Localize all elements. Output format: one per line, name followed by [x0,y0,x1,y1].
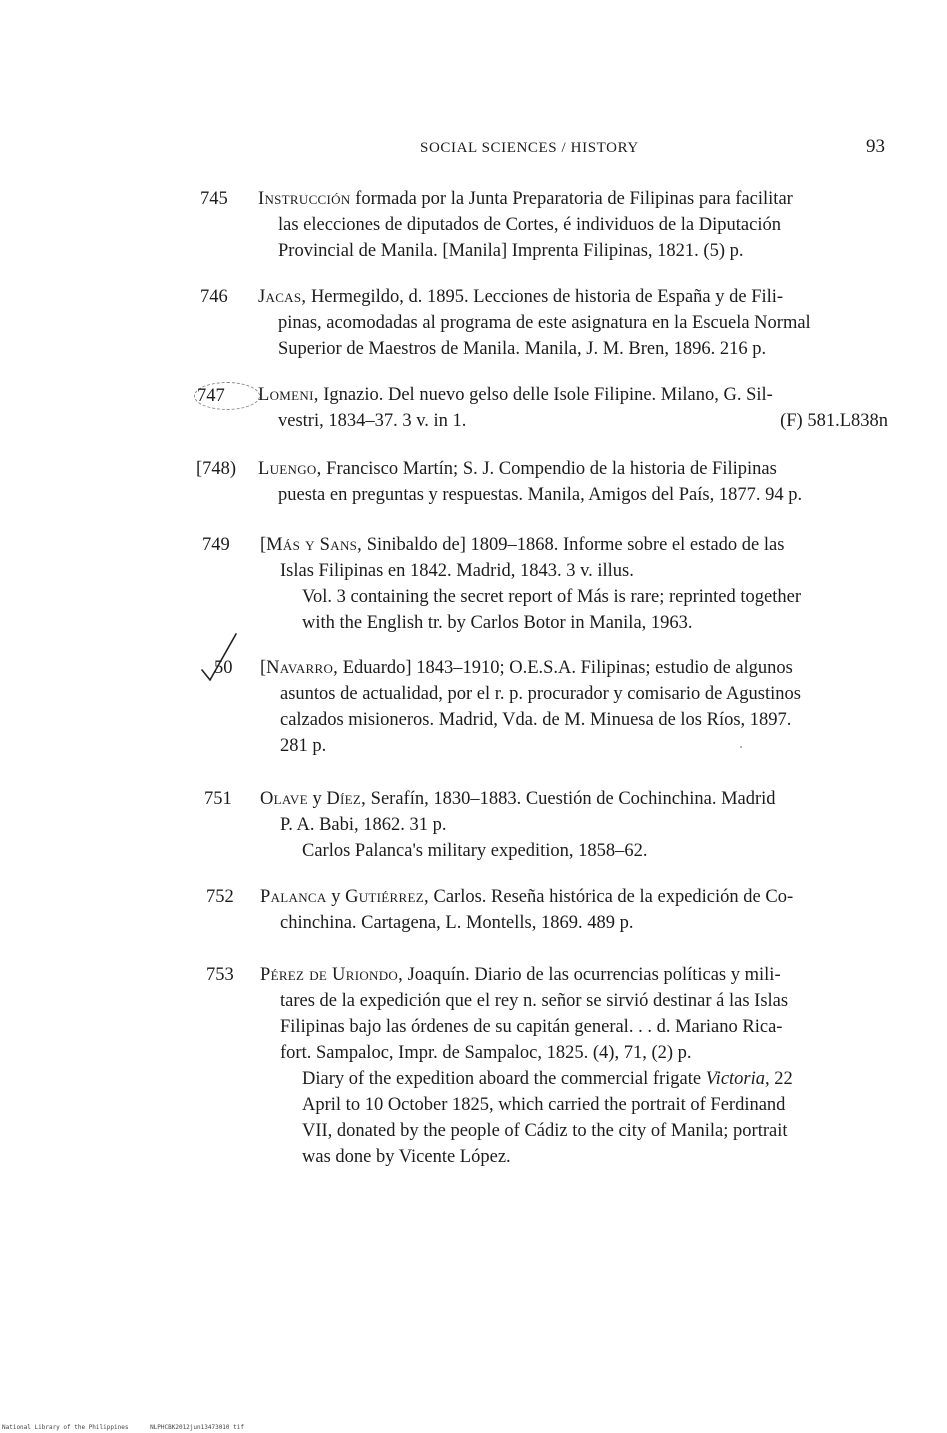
entry-number: 751 [204,789,232,809]
annotation-line: was done by Vicente López. [302,1147,511,1167]
entry-body [260,532,900,636]
entry-number: 752 [206,887,234,907]
entry-line: Provincial de Manila. [Manila] Imprenta Filipinas, 1821. (5) p. [278,241,744,261]
footer-scan-id: NLPHCBK2012jun13473010 tif [150,1424,244,1431]
running-title: SOCIAL SCIENCES / HISTORY [420,140,639,156]
entry-body [258,186,898,264]
entry-number: 753 [206,965,234,985]
annotation-line: with the English tr. by Carlos Botor in Manila, 1963. [302,613,693,633]
entry-number: 746 [200,287,228,307]
entry-line: Palanca y Gutiérrez, Carlos. Reseña histórica de la expedición de Co- [260,887,794,907]
entry-line: calzados misioneros. Madrid, Vda. de M. Minuesa de los Ríos, 1897. [280,710,792,730]
page-number: 93 [866,136,885,157]
entry-line: puesta en preguntas y respuestas. Manila, Amigos del País, 1877. 94 p. [278,485,803,505]
annotation-line: Carlos Palanca's military expedition, 1858–62. [302,841,648,861]
entry-number: 745 [200,189,228,209]
annotation-line: Diary of the expedition aboard the commercial frigate Victoria, 22 [302,1069,793,1089]
entry-number: [748) [196,459,237,479]
entry-number: 747 [194,382,260,410]
entry-body [260,884,900,936]
entry-line: P. A. Babi, 1862. 31 p. [280,815,447,835]
entry-line: fort. Sampaloc, Impr. de Sampaloc, 1825. (4), 71, (2) p. [280,1043,692,1063]
entry-number: 749 [202,535,230,555]
entry-line: [Navarro, Eduardo] 1843–1910; O.E.S.A. Filipinas; estudio de algunos [260,658,793,678]
annotation-line: Vol. 3 containing the secret report of Más is rare; reprinted together [302,587,801,607]
entry-body [260,655,900,759]
footer-library: National Library of the Philippines [2,1424,129,1431]
entry-line: chinchina. Cartagena, L. Montells, 1869. 489 p. [280,913,634,933]
entry-line: Superior de Maestros de Manila. Manila, J. M. Bren, 1896. 216 p. [278,339,767,359]
entry-line: Filipinas bajo las órdenes de su capitán general. . . d. Mariano Rica- [280,1017,783,1037]
entry-body [258,382,898,434]
entry-line: las elecciones de diputados de Cortes, é individuos de la Diputación [278,215,781,235]
entry-line: asuntos de actualidad, por el r. p. procurador y comisario de Agustinos [280,684,801,704]
entry-line: vestri, 1834–37. 3 v. in 1. (F) 581.L838n [258,408,888,434]
call-number: (F) 581.L838n [780,411,888,431]
annotation-line: April to 10 October 1825, which carried the portrait of Ferdinand [302,1095,786,1115]
entry-line: 281 p. [280,736,327,756]
entry-line: tares de la expedición que el rey n. señor se sirvió destinar á las Islas [280,991,789,1011]
entry-body [258,456,898,508]
entry-line: Olave y Díez, Serafín, 1830–1883. Cuestión de Cochinchina. Madrid [260,789,776,809]
annotation-line: VII, donated by the people of Cádiz to the city of Manila; portrait [302,1121,788,1141]
entry-line: Islas Filipinas en 1842. Madrid, 1843. 3 v. illus. [280,561,634,581]
entry-line: [Más y Sans, Sinibaldo de] 1809–1868. Informe sobre el estado de las [260,535,785,555]
entry-line: pinas, acomodadas al programa de este asignatura en la Escuela Normal [278,313,811,333]
entry-line: Jacas, Hermegildo, d. 1895. Lecciones de historia de España y de Fili- [258,287,784,307]
entry-line: Pérez de Uriondo, Joaquín. Diario de las ocurrencias políticas y mili- [260,965,781,985]
entry-number: 50 [214,658,233,678]
entry-body [260,962,900,1170]
entry-body [258,284,898,362]
scan-footer [2,1424,262,1431]
scan-speck [740,746,742,748]
entry-body [260,786,900,864]
entry-line: Instrucción formada por la Junta Preparatoria de Filipinas para facilitar [258,189,793,209]
entry-line: Lomeni, Ignazio. Del nuevo gelso delle Isole Filipine. Milano, G. Sil- [258,385,773,405]
entry-line: Luengo, Francisco Martín; S. J. Compendio de la historia de Filipinas [258,459,777,479]
